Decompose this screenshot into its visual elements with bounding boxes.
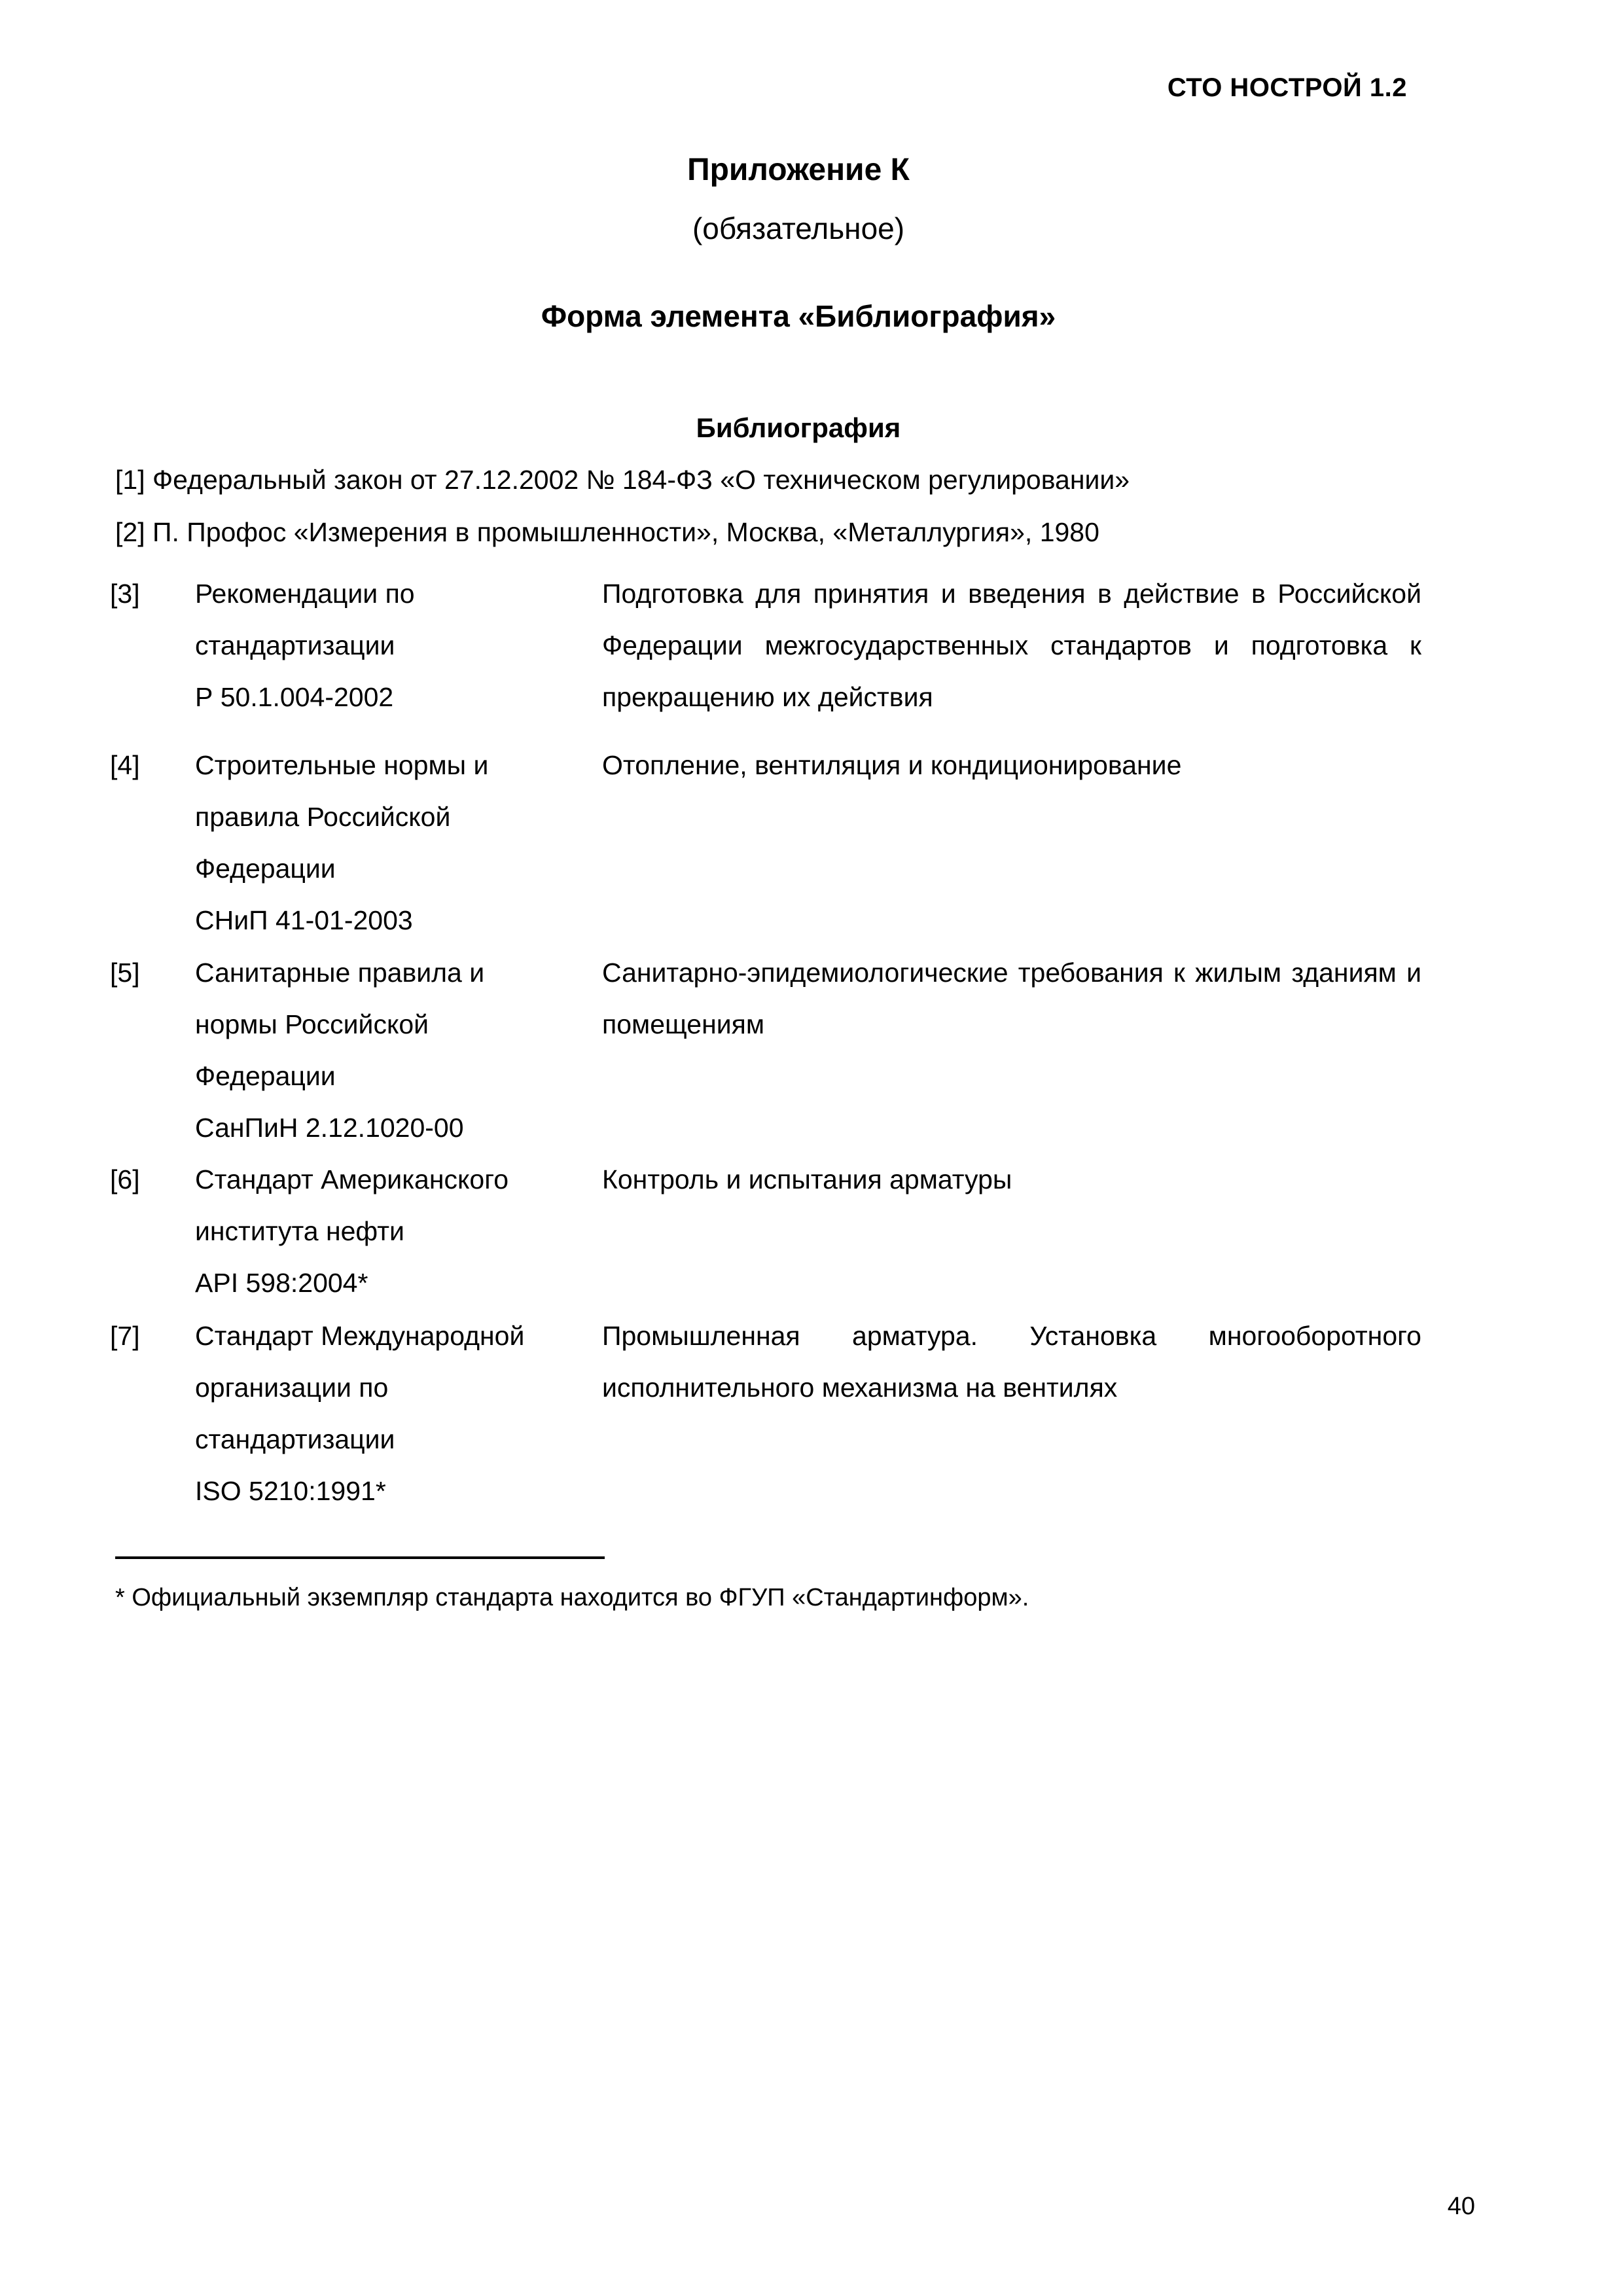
appendix-status: (обязательное) [692, 211, 905, 245]
entry-source-line: правила Российской [195, 802, 451, 832]
entry-source [195, 1154, 601, 1309]
entry-number: [6] [110, 1164, 140, 1194]
entry-source-line: организации по [195, 1372, 389, 1403]
entry-source-line: СНиП 41-01-2003 [195, 905, 413, 935]
entry-source-line: нормы Российской [195, 1009, 429, 1039]
page-number: 40 [1447, 2193, 1475, 2220]
entry-source-line: стандартизации [195, 630, 395, 660]
footnote-divider [115, 1556, 605, 1559]
entry-source-line: ISO 5210:1991* [195, 1476, 386, 1506]
bibliography-entry-2: [2] П. Профос «Измерения в промышленности», Москва, «Металлургия», 1980 [115, 517, 1099, 547]
entry-title: Подготовка для принятия и введения в действие в Российской Федерации межгосударственных стандартов и подготовка к прекращению их действия [602, 579, 1421, 712]
entry-number: [3] [110, 579, 140, 609]
form-title: Форма элемента «Библиография» [541, 299, 1056, 333]
entry-title: Контроль и испытания арматуры [602, 1164, 1012, 1194]
entry-source [195, 740, 601, 946]
entry-source-line: института нефти [195, 1216, 404, 1246]
entry-source-line: Рекомендации по [195, 579, 415, 609]
bibliography-heading: Библиография [696, 412, 901, 443]
entry-source [195, 947, 601, 1154]
entry-source-line: Строительные нормы и [195, 750, 489, 780]
entry-source-line: Санитарные правила и [195, 958, 485, 988]
document-code: СТО НОСТРОЙ 1.2 [1167, 73, 1407, 102]
entry-source-line: API 598:2004* [195, 1268, 368, 1298]
entry-source [195, 568, 601, 723]
entry-title: Промышленная арматура. Установка многооборотного исполнительного механизма на вентилях [602, 1321, 1421, 1403]
footnote: * Официальный экземпляр стандарта находится во ФГУП «Стандартинформ». [115, 1584, 1029, 1611]
entry-source-line: Федерации [195, 1061, 336, 1091]
entry-title: Санитарно-эпидемиологические требования к жилым зданиям и помещениям [602, 958, 1421, 1039]
entry-number: [4] [110, 750, 140, 780]
entry-number: [5] [110, 958, 140, 988]
entry-source-line: Стандарт Американского [195, 1164, 509, 1194]
entry-source-line: СанПиН 2.12.1020-00 [195, 1113, 464, 1143]
entry-number: [7] [110, 1321, 140, 1351]
appendix-title: Приложение К [687, 152, 910, 187]
entry-source-line: стандартизации [195, 1424, 395, 1454]
entry-title: Отопление, вентиляция и кондиционирование [602, 750, 1182, 780]
bibliography-entry-1: [1] Федеральный закон от 27.12.2002 № 184-ФЗ «О техническом регулировании» [115, 465, 1130, 495]
entry-source-line: Р 50.1.004-2002 [195, 682, 394, 712]
entry-source [195, 1310, 601, 1517]
entry-source-line: Стандарт Международной [195, 1321, 525, 1351]
entry-source-line: Федерации [195, 853, 336, 884]
